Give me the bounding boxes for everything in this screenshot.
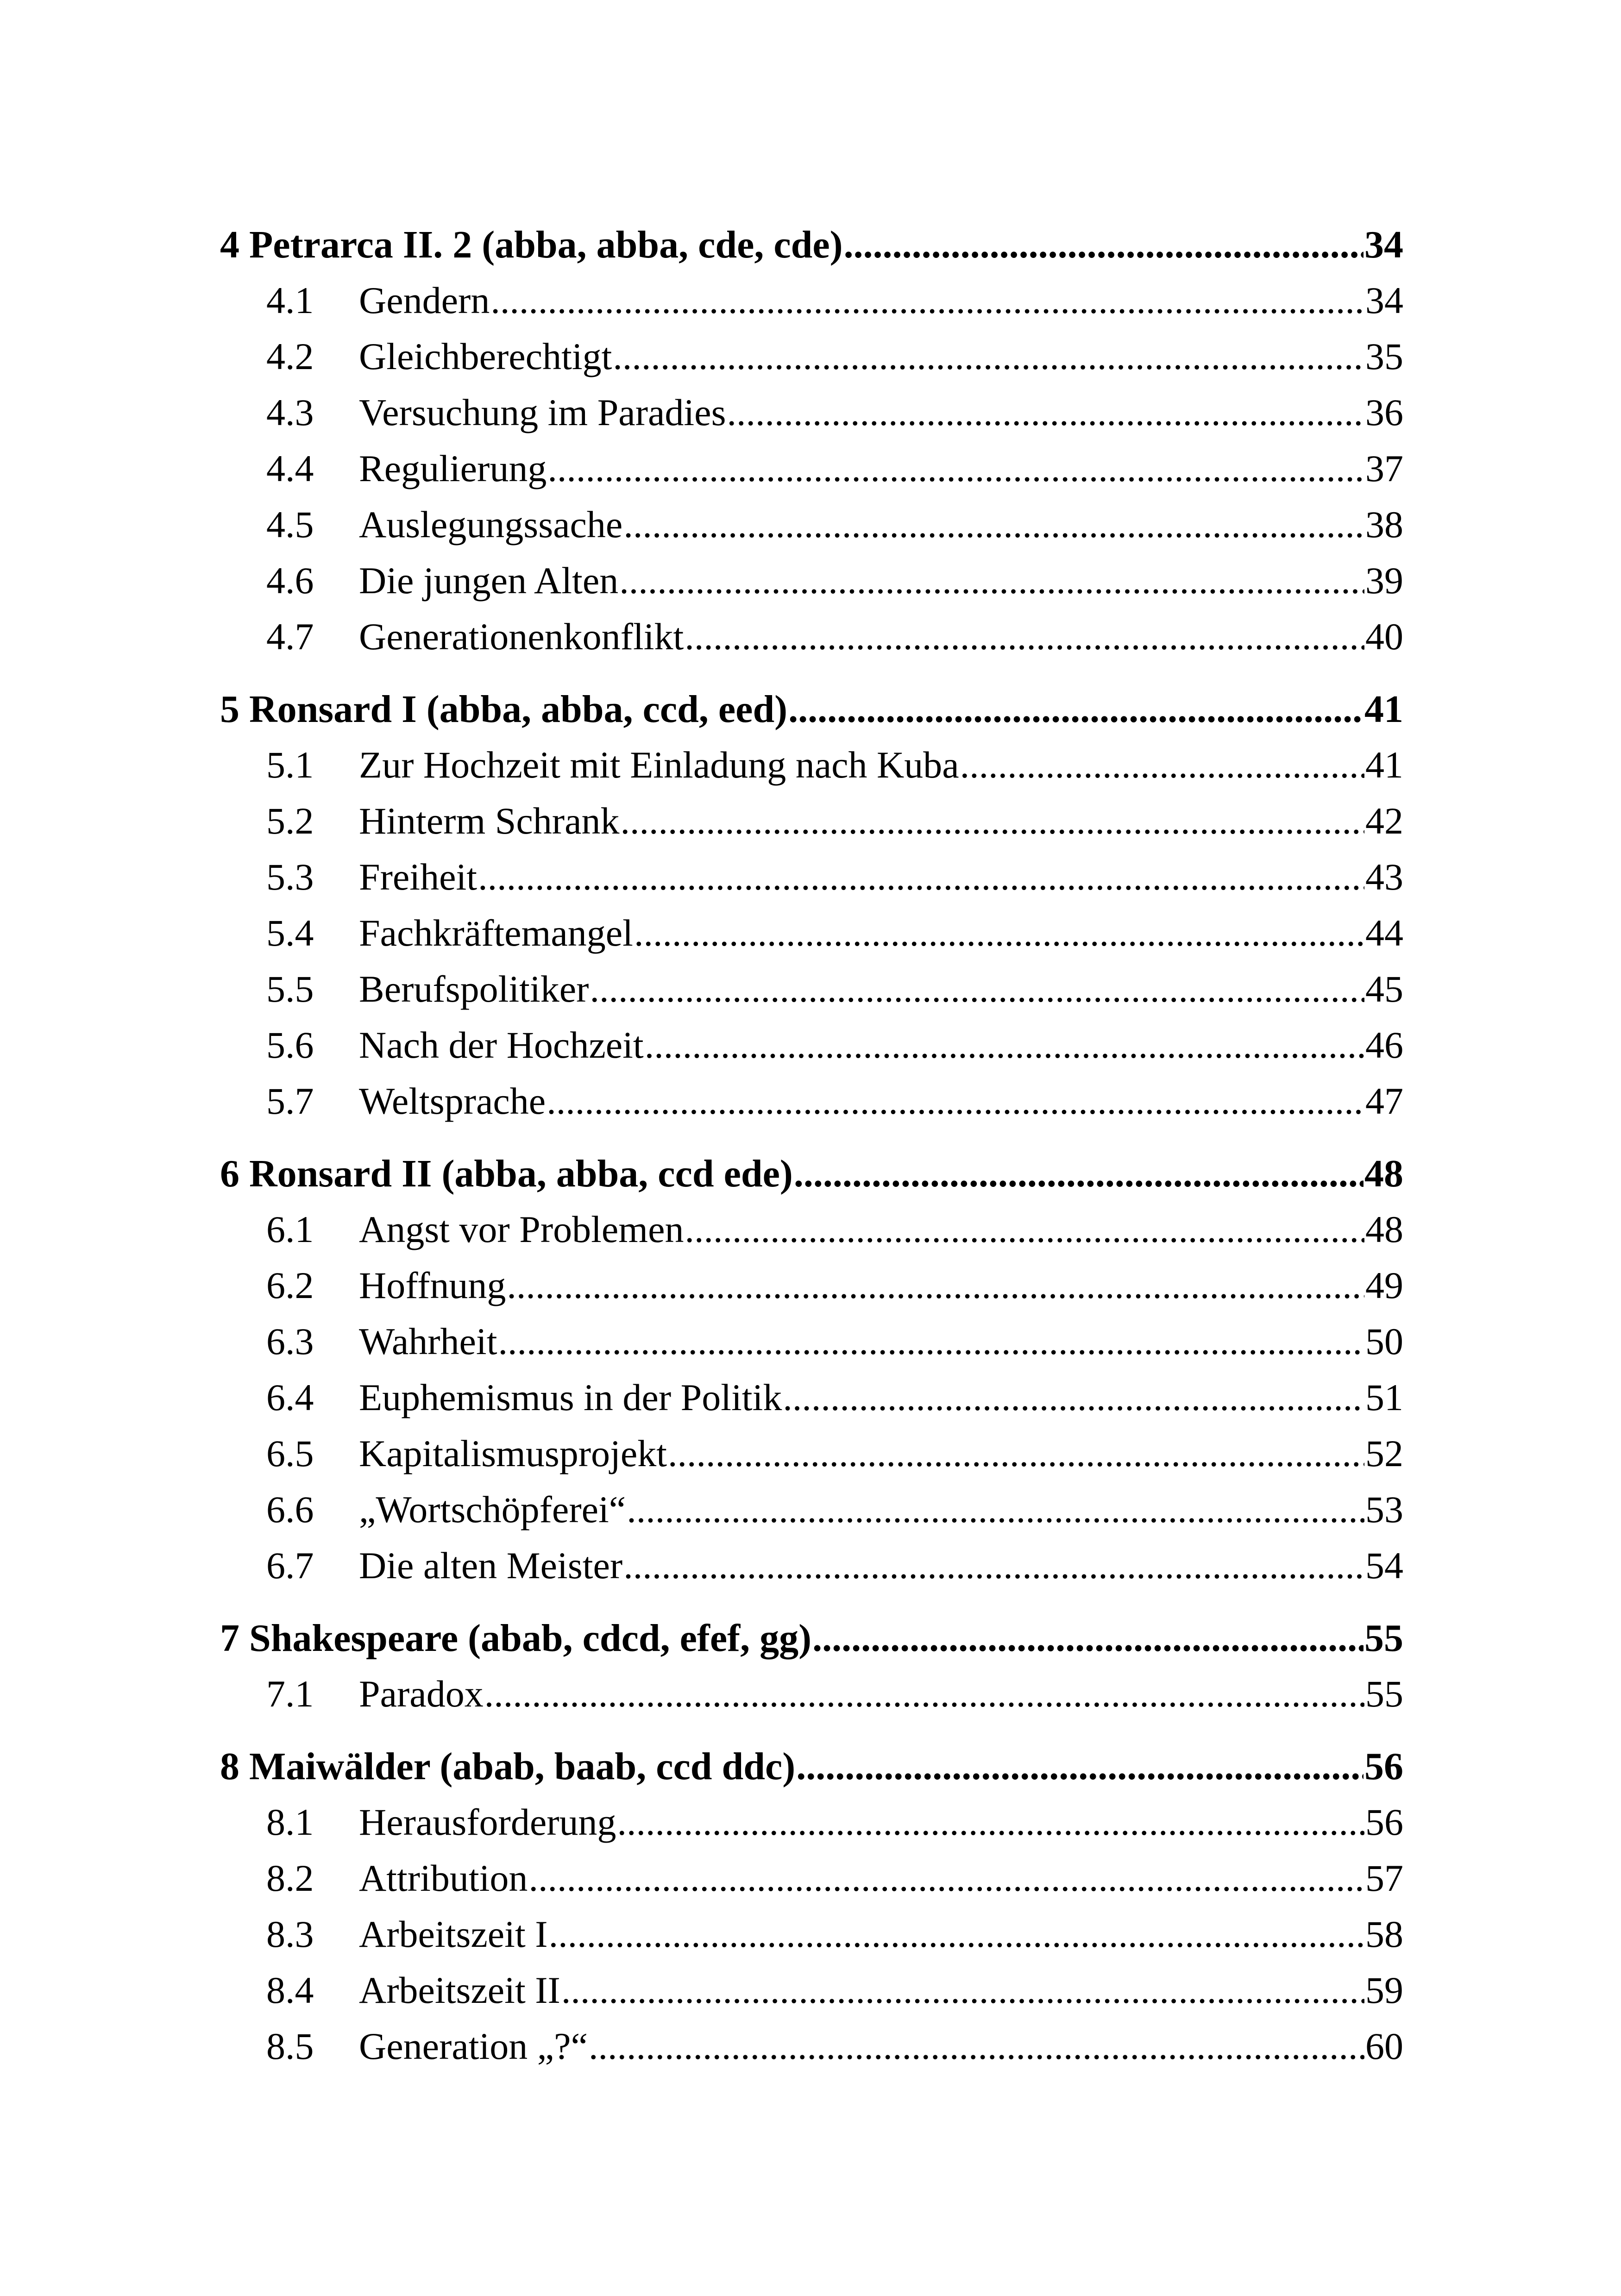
toc-section-entry[interactable] <box>220 1666 1403 1722</box>
section-page-number: 59 <box>1365 1969 1403 2011</box>
section-title: Versuchung im Paradies <box>359 391 726 433</box>
section-page-number: 60 <box>1365 2025 1403 2067</box>
toc-section-entry[interactable] <box>220 552 1403 609</box>
section-page-number: 44 <box>1365 912 1403 954</box>
toc-section-entry[interactable] <box>220 1481 1403 1537</box>
dot-leader <box>507 1257 1364 1313</box>
dot-leader <box>619 552 1364 609</box>
section-page-number: 42 <box>1365 800 1403 842</box>
section-page-number: 56 <box>1365 1801 1403 1843</box>
section-number: 4.4 <box>266 447 314 489</box>
section-page-number: 41 <box>1365 744 1403 786</box>
toc-chapter-6 <box>220 1147 1403 1593</box>
toc-section-entry[interactable] <box>220 328 1403 384</box>
section-page-number: 50 <box>1365 1320 1403 1362</box>
dot-leader <box>685 1201 1364 1257</box>
section-number: 5.7 <box>266 1080 314 1122</box>
section-page-number: 55 <box>1365 1673 1403 1715</box>
section-page-number: 51 <box>1365 1376 1403 1418</box>
section-page-number: 46 <box>1365 1024 1403 1066</box>
dot-leader <box>549 1906 1364 1962</box>
section-number: 7.1 <box>266 1673 314 1715</box>
toc-section-entry[interactable] <box>220 384 1403 440</box>
dot-leader <box>620 793 1364 849</box>
section-number: 6.7 <box>266 1544 314 1587</box>
section-title: Paradox <box>359 1673 484 1715</box>
section-title: Attribution <box>359 1857 528 1899</box>
section-title: Generationenkonflikt <box>359 615 684 658</box>
section-title: Zur Hochzeit mit Einladung nach Kuba <box>359 744 959 786</box>
toc-section-entry[interactable] <box>220 2018 1403 2074</box>
dot-leader <box>796 1739 1363 1794</box>
section-page-number: 38 <box>1365 503 1403 546</box>
section-number: 6.4 <box>266 1376 314 1418</box>
toc-section-entry[interactable] <box>220 1313 1403 1369</box>
section-title: Gendern <box>359 279 490 321</box>
dot-leader <box>844 218 1363 272</box>
section-page-number: 35 <box>1365 335 1403 377</box>
section-number: 4.1 <box>266 279 314 321</box>
section-title: Kapitalismusprojekt <box>359 1432 667 1474</box>
toc-section-entry[interactable] <box>220 849 1403 905</box>
section-number: 6.1 <box>266 1208 314 1250</box>
section-title: Berufspolitiker <box>359 968 589 1010</box>
dot-leader <box>794 1147 1363 1201</box>
toc-section-entry[interactable] <box>220 496 1403 552</box>
dot-leader <box>528 1850 1364 1906</box>
dot-leader <box>561 1962 1364 2018</box>
dot-leader <box>498 1313 1365 1369</box>
dot-leader <box>783 1369 1364 1425</box>
section-title: Gleichberechtigt <box>359 335 612 377</box>
dot-leader <box>623 496 1364 552</box>
dot-leader <box>547 440 1364 496</box>
toc-section-entry[interactable] <box>220 1257 1403 1313</box>
section-page-number: 54 <box>1365 1544 1403 1587</box>
dot-leader <box>623 1537 1364 1593</box>
section-number: 5.3 <box>266 856 314 898</box>
toc-section-entry[interactable] <box>220 737 1403 793</box>
toc-chapter-4 <box>220 218 1403 665</box>
section-page-number: 58 <box>1365 1913 1403 1955</box>
section-title: Arbeitszeit II <box>359 1969 560 2011</box>
dot-leader <box>634 905 1364 961</box>
toc-section-entry[interactable] <box>220 1073 1403 1129</box>
section-title: Generation „?“ <box>359 2025 588 2067</box>
section-number: 8.2 <box>266 1857 314 1899</box>
toc-section-entry[interactable] <box>220 440 1403 496</box>
toc-chapter-entry[interactable] <box>220 1739 1403 1794</box>
toc-chapter-entry[interactable] <box>220 1147 1403 1201</box>
section-title: Nach der Hochzeit <box>359 1024 644 1066</box>
dot-leader <box>613 328 1364 384</box>
section-page-number: 34 <box>1365 279 1403 321</box>
section-number: 8.5 <box>266 2025 314 2067</box>
dot-leader <box>484 1666 1364 1722</box>
chapter-page-number: 55 <box>1364 1617 1403 1660</box>
toc-chapter-entry[interactable] <box>220 218 1403 272</box>
section-number: 8.4 <box>266 1969 314 2011</box>
section-title: Die alten Meister <box>359 1544 623 1587</box>
section-title: Angst vor Problemen <box>359 1208 684 1250</box>
dot-leader <box>589 2018 1364 2074</box>
dot-leader <box>617 1794 1364 1850</box>
dot-leader <box>590 961 1364 1017</box>
section-title: Die jungen Alten <box>359 559 619 602</box>
toc-section-entry[interactable] <box>220 1369 1403 1425</box>
chapter-page-number: 41 <box>1364 688 1403 731</box>
section-page-number: 40 <box>1365 615 1403 658</box>
dot-leader <box>812 1611 1363 1666</box>
dot-leader <box>478 849 1364 905</box>
section-page-number: 52 <box>1365 1432 1403 1474</box>
chapter-page-number: 34 <box>1364 223 1403 266</box>
section-title: Weltsprache <box>359 1080 546 1122</box>
toc-section-entry[interactable] <box>220 1794 1403 1850</box>
dot-leader <box>547 1073 1364 1129</box>
dot-leader <box>685 609 1364 665</box>
chapter-title: 7 Shakespeare (abab, cdcd, efef, gg) <box>220 1617 812 1660</box>
toc-section-entry[interactable] <box>220 1425 1403 1481</box>
toc-chapter-7 <box>220 1611 1403 1722</box>
toc-section-entry[interactable] <box>220 1017 1403 1073</box>
section-title: Freiheit <box>359 856 478 898</box>
toc-section-entry[interactable] <box>220 1537 1403 1593</box>
toc-section-entry[interactable] <box>220 1201 1403 1257</box>
section-page-number: 53 <box>1365 1488 1403 1531</box>
chapter-page-number: 56 <box>1364 1745 1403 1788</box>
section-page-number: 43 <box>1365 856 1403 898</box>
dot-leader <box>668 1425 1364 1481</box>
section-number: 8.3 <box>266 1913 314 1955</box>
section-title: Hoffnung <box>359 1264 506 1306</box>
toc-section-entry[interactable] <box>220 905 1403 961</box>
toc-section-entry[interactable] <box>220 1850 1403 1906</box>
section-title: „Wortschöpferei“ <box>359 1488 626 1531</box>
section-page-number: 49 <box>1365 1264 1403 1306</box>
chapter-title: 4 Petrarca II. 2 (abba, abba, cde, cde) <box>220 223 843 266</box>
section-page-number: 48 <box>1365 1208 1403 1250</box>
section-number: 8.1 <box>266 1801 314 1843</box>
section-number: 4.7 <box>266 615 314 658</box>
section-page-number: 47 <box>1365 1080 1403 1122</box>
section-number: 4.5 <box>266 503 314 546</box>
section-title: Fachkräftemangel <box>359 912 633 954</box>
toc-chapter-entry[interactable] <box>220 1611 1403 1666</box>
dot-leader <box>645 1017 1364 1073</box>
toc-section-entry[interactable] <box>220 1906 1403 1962</box>
dot-leader <box>627 1481 1364 1537</box>
section-page-number: 57 <box>1365 1857 1403 1899</box>
section-number: 5.4 <box>266 912 314 954</box>
section-title: Regulierung <box>359 447 547 489</box>
toc-section-entry[interactable] <box>220 1962 1403 2018</box>
section-title: Herausforderung <box>359 1801 616 1843</box>
toc-section-entry[interactable] <box>220 609 1403 665</box>
section-number: 5.6 <box>266 1024 314 1066</box>
dot-leader <box>960 737 1364 793</box>
chapter-page-number: 48 <box>1364 1152 1403 1195</box>
section-number: 6.3 <box>266 1320 314 1362</box>
section-number: 5.1 <box>266 744 314 786</box>
section-number: 4.3 <box>266 391 314 433</box>
toc-section-entry[interactable] <box>220 793 1403 849</box>
dot-leader <box>490 272 1364 328</box>
section-number: 5.2 <box>266 800 314 842</box>
section-page-number: 36 <box>1365 391 1403 433</box>
chapter-title: 6 Ronsard II (abba, abba, ccd ede) <box>220 1152 793 1195</box>
toc-chapter-5 <box>220 682 1403 1129</box>
toc-chapter-8 <box>220 1739 1403 2074</box>
section-title: Euphemismus in der Politik <box>359 1376 782 1418</box>
toc-section-entry[interactable] <box>220 272 1403 328</box>
section-number: 6.6 <box>266 1488 314 1531</box>
section-page-number: 45 <box>1365 968 1403 1010</box>
toc-section-entry[interactable] <box>220 961 1403 1017</box>
toc-chapter-entry[interactable] <box>220 682 1403 737</box>
section-title: Arbeitszeit I <box>359 1913 548 1955</box>
section-title: Hinterm Schrank <box>359 800 620 842</box>
section-number: 5.5 <box>266 968 314 1010</box>
section-page-number: 39 <box>1365 559 1403 602</box>
section-title: Auslegungssache <box>359 503 623 546</box>
dot-leader <box>727 384 1365 440</box>
section-number: 4.6 <box>266 559 314 602</box>
section-number: 6.5 <box>266 1432 314 1474</box>
dot-leader <box>788 682 1363 737</box>
section-number: 6.2 <box>266 1264 314 1306</box>
table-of-contents <box>220 218 1403 2074</box>
section-title: Wahrheit <box>359 1320 497 1362</box>
section-page-number: 37 <box>1365 447 1403 489</box>
chapter-title: 5 Ronsard I (abba, abba, ccd, eed) <box>220 688 788 731</box>
section-number: 4.2 <box>266 335 314 377</box>
chapter-title: 8 Maiwälder (abab, baab, ccd ddc) <box>220 1745 796 1788</box>
